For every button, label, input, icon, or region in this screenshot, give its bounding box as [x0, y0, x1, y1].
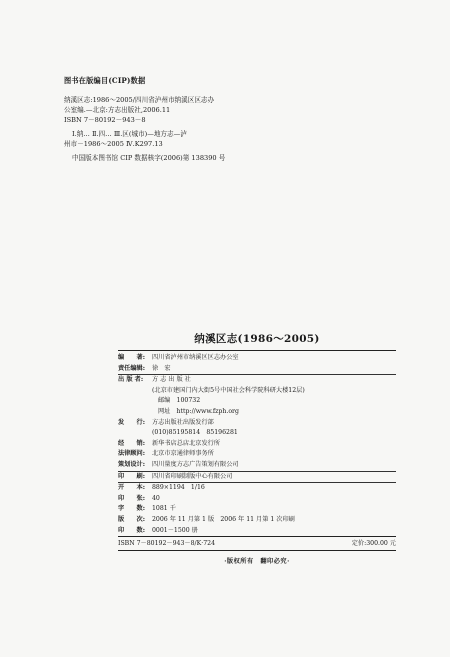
- publisher-label: 出 版 者:: [118, 376, 144, 384]
- dealer-row: [118, 439, 396, 450]
- editor-value: 四川省泸州市纳溪区区志办公室: [152, 354, 239, 361]
- format-row: [118, 483, 396, 494]
- sheets-label: 印 张:: [118, 494, 146, 502]
- chief-editor-value: 徐 宏: [152, 364, 171, 372]
- cip-title: 图书在版编目(CIP)数据: [64, 76, 146, 85]
- publisher-row: [118, 375, 396, 386]
- edition-value: 2006 年 11 月第 1 版 2006 年 11 月第 1 次印刷: [152, 515, 295, 523]
- book-title: 纳溪区志(1986～2005): [194, 333, 320, 345]
- printer-row: [118, 472, 396, 483]
- phone: (010)85195814 85196281: [152, 429, 238, 437]
- dealer-value: 新华书店总店北京发行所: [152, 439, 221, 447]
- website: 网址 http://www.fzph.org: [158, 407, 239, 415]
- divider: [118, 350, 396, 351]
- edition-row: [118, 515, 396, 526]
- cip-line-5: 州市－1986～2005 Ⅳ.K297.13: [64, 139, 163, 148]
- legal-value: 北京市京通律师事务所: [152, 450, 214, 458]
- format-value: 889×1194 1/16: [152, 484, 205, 492]
- editor-label: 编 著:: [118, 354, 146, 361]
- dealer-label: 经 销:: [118, 439, 146, 447]
- publisher-value: 方 志 出 版 社: [152, 376, 191, 384]
- isbn: ISBN 7－80192－943－8/K·724: [118, 540, 216, 548]
- price: 定价:300.00 元: [351, 540, 396, 548]
- cip-line-6: 中国版本图书馆 CIP 数据核字(2006)第 138390 号: [72, 154, 226, 163]
- legal-label: 法律顾问:: [118, 450, 146, 458]
- divider: [118, 550, 396, 551]
- copies-label: 印 数:: [118, 526, 146, 534]
- printer-value: 四川省印刷制版中心有限公司: [152, 472, 233, 480]
- copyright-notice: ·版权所有 翻印必究·: [224, 558, 290, 566]
- words-value: 1081 千: [152, 505, 176, 513]
- words-label: 字 数:: [118, 505, 146, 513]
- cip-block: [64, 76, 364, 164]
- legal-row: [118, 449, 396, 460]
- design-value: 四川量度方志广告策划有限公司: [152, 460, 239, 468]
- design-label: 策划设计:: [118, 460, 146, 468]
- distribution-value: 方志出版社出版发行部: [152, 418, 214, 426]
- design-row: [118, 460, 396, 471]
- editor-row: [118, 353, 396, 364]
- distribution-row: [118, 418, 396, 429]
- cip-line-4: Ⅰ.纳… Ⅱ.四… Ⅲ.区(城市)—地方志—泸: [72, 130, 187, 139]
- copies-row: [118, 526, 396, 537]
- publisher-address: (北京市建国门内大街5号中国社会科学院科研大楼12层): [152, 386, 305, 394]
- postcode: 邮编 100732: [158, 397, 201, 405]
- sheets-value: 40: [152, 494, 160, 502]
- copies-value: 0001－1500 册: [152, 526, 198, 534]
- printer-label: 印 刷:: [118, 472, 146, 480]
- cip-line-3: ISBN 7－80192－943－8: [64, 115, 146, 124]
- format-label: 开 本:: [118, 484, 146, 492]
- isbn-price-row: [118, 537, 396, 550]
- sheets-row: [118, 494, 396, 505]
- chief-editor-label: 责任编辑:: [118, 364, 146, 372]
- distribution-label: 发 行:: [118, 418, 146, 426]
- book-info-block: [118, 331, 396, 565]
- chief-editor-row: [118, 364, 396, 375]
- cip-line-1: 纳溪区志:1986～2005/四川省泸州市纳溪区区志办: [64, 96, 215, 105]
- edition-label: 版 次:: [118, 515, 146, 523]
- words-row: [118, 504, 396, 515]
- cip-line-2: 公室编.—北京:方志出版社,2006.11: [64, 105, 171, 114]
